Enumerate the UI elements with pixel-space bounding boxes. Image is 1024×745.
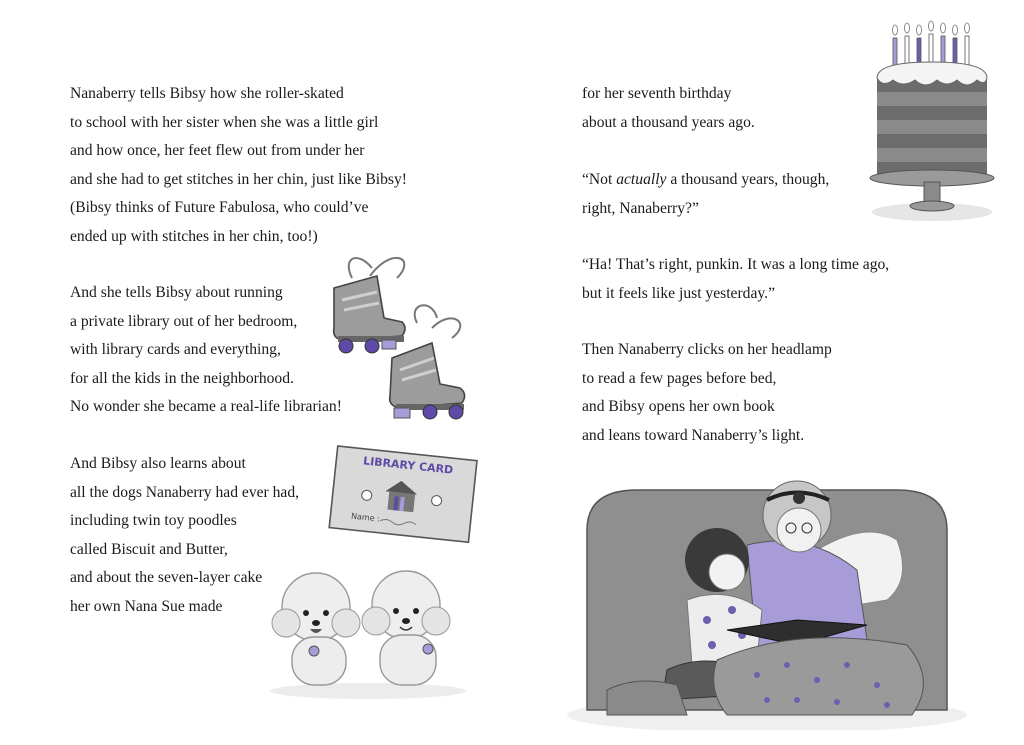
text-line: And she tells Bibsy about running: [70, 284, 283, 301]
library-card-illustration: [325, 443, 480, 548]
text-line: and about the seven-layer cake: [70, 569, 263, 586]
left-paragraph-2: [70, 279, 342, 422]
text-line: And Bibsy also learns about: [70, 455, 246, 472]
text-line: and leans toward Nanaberry’s light.: [582, 426, 805, 444]
text-line: but it feels like just yesterday.”: [582, 284, 775, 302]
right-paragraph-3: [582, 251, 889, 308]
right-paragraph-4: [582, 336, 832, 450]
reading-scene: [567, 460, 967, 730]
emphasis-text: actually: [616, 171, 667, 188]
roller-skates-illustration: [322, 248, 482, 423]
quote-rest: a thousand years, though,: [666, 171, 830, 188]
text-line: ended up with stitches in her chin, too!): [70, 227, 318, 245]
right-paragraph-1: [582, 80, 755, 137]
text-line: No wonder she became a real-life librarian!: [70, 398, 342, 415]
birthday-cake-illustration: [867, 20, 1002, 225]
library-card-title: LIBRARY CARD: [362, 454, 454, 477]
poodle-icon: [268, 565, 473, 700]
text-line: her own Nana Sue made: [70, 597, 223, 615]
left-paragraph-1: [70, 80, 407, 251]
text-line: and she had to get stitches in her chin, just like Bibsy!: [70, 170, 407, 188]
text-line: and Bibsy opens her own book: [582, 398, 775, 415]
text-line: right, Nanaberry?”: [582, 199, 699, 217]
quote-start: “Not: [582, 171, 617, 188]
poodles-illustration: [268, 565, 473, 700]
text-line: about a thousand years ago.: [582, 113, 755, 131]
text-line: for all the kids in the neighborhood.: [70, 369, 294, 387]
text-line: a private library out of her bedroom,: [70, 312, 298, 330]
text-line: for her seventh birthday: [582, 85, 732, 102]
text-line: “Ha! That’s right, punkin. It was a long time ago,: [582, 256, 890, 273]
roller-skate-icon: [322, 248, 482, 423]
bedtime-reading-illustration: [567, 460, 967, 730]
left-paragraph-3: [70, 450, 299, 621]
text-line: (Bibsy thinks of Future Fabulosa, who could’ve: [70, 199, 369, 216]
text-line: and how once, her feet flew out from under her: [70, 142, 365, 159]
text-line: Nanaberry tells Bibsy how she roller-skated: [70, 85, 344, 102]
right-paragraph-2: [582, 166, 829, 223]
right-page: [512, 0, 1024, 745]
text-line: with library cards and everything,: [70, 341, 281, 358]
text-line: called Biscuit and Butter,: [70, 540, 228, 558]
text-line: to school with her sister when she was a little girl: [70, 113, 379, 131]
text-line: all the dogs Nanaberry had ever had,: [70, 483, 300, 501]
text-line: to read a few pages before bed,: [582, 369, 777, 387]
text-line: [582, 166, 829, 195]
library-card-name-label: Name :: [350, 511, 381, 524]
text-line: including twin toy poodles: [70, 512, 237, 529]
text-line: Then Nanaberry clicks on her headlamp: [582, 341, 832, 358]
birthday-cake-icon: [867, 20, 1002, 225]
